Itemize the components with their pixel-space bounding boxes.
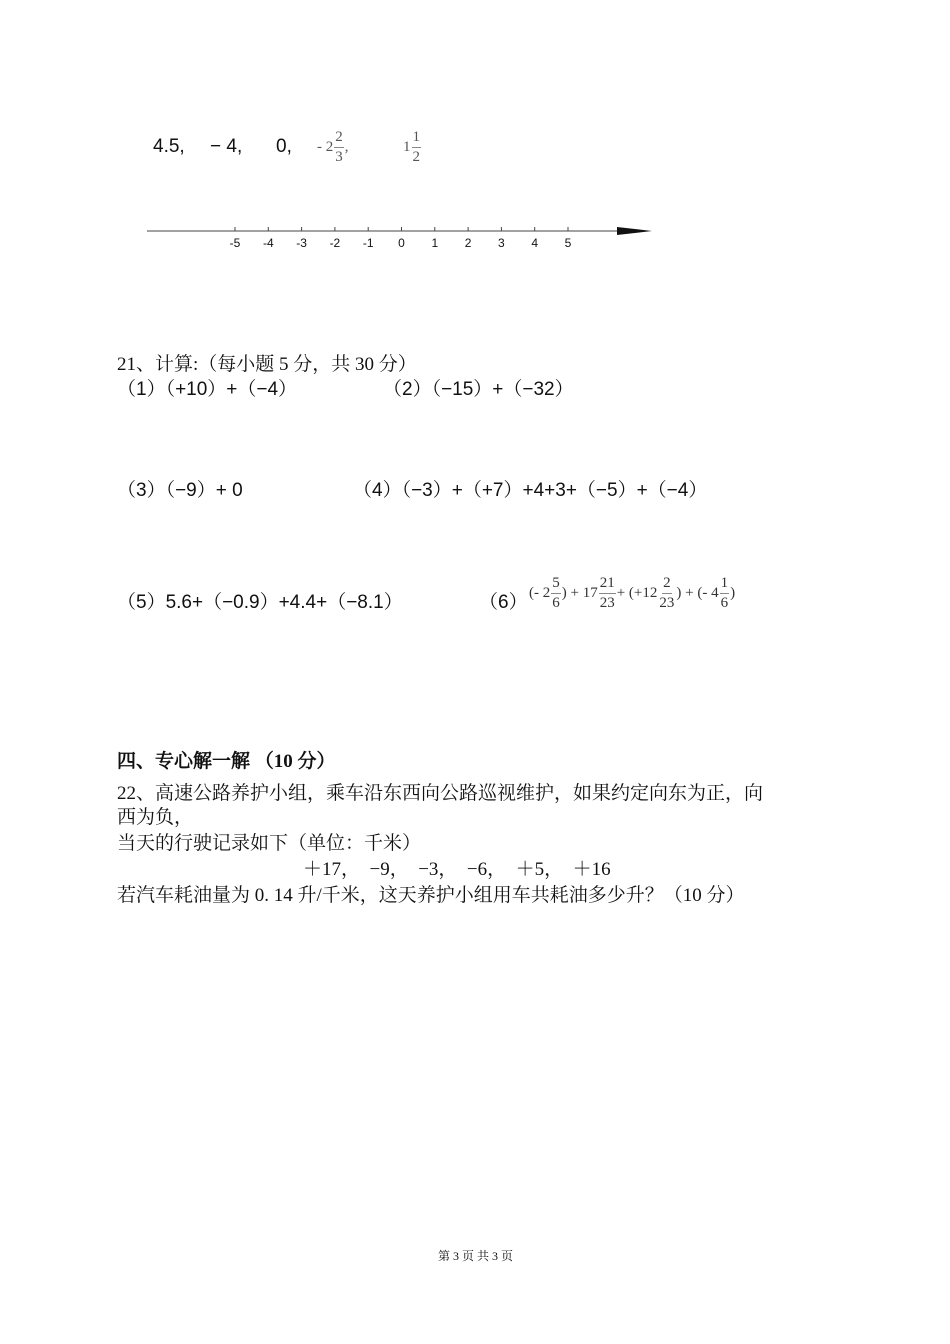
term-4-close: ) — [730, 584, 736, 601]
number-minus-4: − 4, — [210, 136, 243, 157]
number-line-ticks — [230, 227, 572, 250]
mixed-whole: 2 — [325, 138, 334, 155]
mixed-number-1-1-2 — [403, 130, 422, 165]
number-line-tick-label: 3 — [498, 236, 505, 250]
fraction-denominator: 23 — [659, 595, 675, 611]
mixed-whole: 1 — [403, 138, 411, 155]
page-footer: 第 3 页 共 3 页 — [438, 1249, 514, 1263]
number-line-tick-label: 0 — [398, 236, 405, 250]
q21-problem-2: （2）（−15）+（−32） — [383, 379, 574, 400]
number-line-tick-label: 1 — [431, 236, 439, 250]
fraction — [599, 576, 616, 611]
q22-line-1: 22、高速公路养护小组，乘车沿东西向公路巡视维护，如果约定向东为正，向 — [117, 783, 764, 804]
term-1-open: (- 2 — [529, 584, 551, 601]
fraction-numerator: 2 — [662, 576, 672, 594]
number-line-tick-label: -3 — [296, 236, 307, 250]
number-line-tick-label: -5 — [229, 236, 241, 250]
fraction-denominator: 3 — [335, 149, 343, 165]
q21-problem-6-label: （6） — [479, 592, 528, 613]
fraction-denominator: 6 — [720, 595, 729, 611]
fraction — [412, 130, 422, 165]
fraction — [720, 576, 730, 611]
fraction-numerator: 1 — [412, 130, 422, 148]
q22-line-2: 西为负， — [117, 807, 194, 828]
fraction — [334, 130, 344, 165]
number-zero: 0, — [276, 136, 292, 157]
mixed-sign: - — [317, 138, 322, 155]
fraction-numerator: 2 — [334, 130, 344, 148]
mixed-comma: , — [344, 138, 349, 155]
fraction-denominator: 6 — [552, 595, 560, 611]
q21-problem-6-expression — [529, 576, 735, 611]
q21-problem-1: （1）（+10）+（−4） — [117, 379, 298, 400]
fraction-denominator: 2 — [412, 149, 420, 165]
number-4-5: 4.5, — [153, 136, 185, 157]
q21-problem-5: （5）5.6+（−0.9）+4.4+（−8.1） — [117, 592, 403, 613]
q21-problem-3: （3）（−9）+ 0 — [117, 480, 243, 501]
fraction-numerator: 5 — [551, 576, 561, 594]
number-line — [147, 218, 657, 258]
term-4-prefix: ) + (- 4 — [676, 584, 719, 601]
q21-problem-4: （4）（−3）+（+7）+4+3+（−5）+（−4） — [353, 480, 708, 501]
fraction-denominator: 23 — [599, 595, 615, 611]
q22-distance-values: ＋17， −9， −3， −6， ＋5， ＋16 — [303, 859, 611, 880]
mixed-number-minus-2-2-3 — [317, 130, 349, 165]
number-line-tick-label: 2 — [464, 236, 472, 250]
number-line-arrow-icon — [617, 227, 652, 235]
fraction-numerator: 21 — [599, 576, 616, 594]
q21-heading: 21、计算:（每小题 5 分，共 30 分） — [117, 354, 417, 375]
fraction — [551, 576, 561, 611]
fraction — [658, 576, 675, 611]
fraction-numerator: 1 — [720, 576, 730, 594]
number-line-tick-label: -1 — [362, 236, 374, 250]
term-3-prefix: + (+12 — [616, 584, 658, 601]
number-line-tick-label: 4 — [531, 236, 539, 250]
number-line-tick-label: 5 — [564, 236, 572, 250]
q22-question: 若汽车耗油量为 0. 14 升/千米，这天养护小组用车共耗油多少升？（10 分） — [117, 885, 745, 906]
number-line-tick-label: -2 — [329, 236, 341, 250]
term-2-prefix: ) + 17 — [561, 584, 598, 601]
section-4-heading: 四、专心解一解 （10 分） — [117, 751, 336, 772]
number-line-tick-label: -4 — [262, 236, 274, 250]
q22-line-3: 当天的行驶记录如下（单位：千米） — [117, 833, 422, 854]
